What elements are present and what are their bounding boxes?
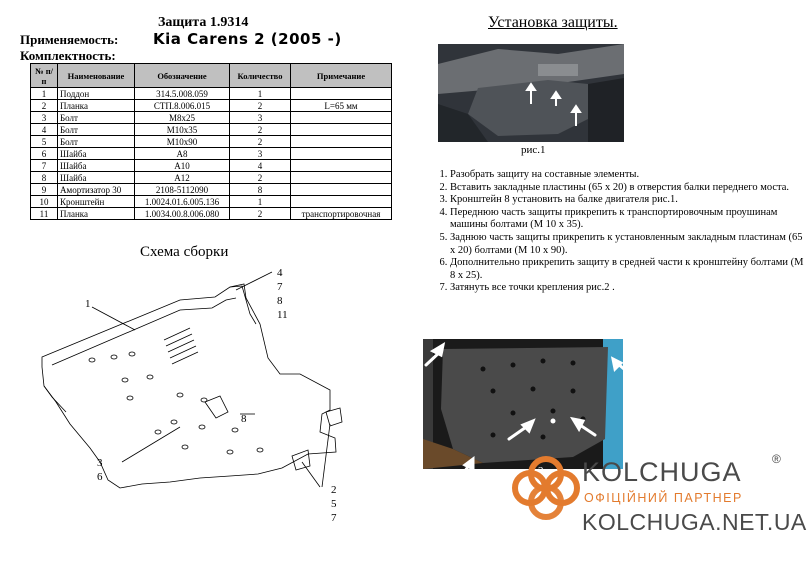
- header-qty: Количество: [230, 64, 291, 88]
- cell-qty: 2: [230, 136, 291, 148]
- header-name: Наименование: [58, 64, 135, 88]
- table-row: [31, 112, 392, 124]
- middle-bracket: [205, 396, 228, 418]
- callout-3: 3: [97, 457, 103, 469]
- cell-qty: 2: [230, 100, 291, 112]
- header-note: Примечание: [291, 64, 392, 88]
- cell-qty: 2: [230, 124, 291, 136]
- cell-name: Болт: [58, 136, 135, 148]
- logo-registered-mark: ®: [772, 452, 781, 466]
- callout-4: 4: [277, 267, 283, 279]
- cell-no: 4: [31, 124, 58, 136]
- table-row: [31, 196, 392, 208]
- table-row: [31, 124, 392, 136]
- parts-table-body: [31, 88, 392, 220]
- cell-code: А10: [135, 160, 230, 172]
- cell-name: Болт: [58, 124, 135, 136]
- cell-code: 1.0024.01.6.005.136: [135, 196, 230, 208]
- table-row: [31, 208, 392, 220]
- cell-name: Шайба: [58, 148, 135, 160]
- cell-code: М8х25: [135, 112, 230, 124]
- cell-no: 8: [31, 172, 58, 184]
- photo-2-label: 2: [538, 465, 544, 477]
- cell-note: [291, 136, 392, 148]
- step-item: 3. Кронштейн 8 установить на балке двигателя рис.1.: [450, 194, 810, 207]
- header-no: № п/п: [31, 64, 58, 88]
- callout-1: 1: [85, 298, 91, 310]
- cell-no: 5: [31, 136, 58, 148]
- table-header-row: [31, 64, 392, 88]
- cell-name: Болт: [58, 112, 135, 124]
- step-item: 2. Вставить закладные пластины (65 х 20) в отверстия балки переднего моста.: [450, 182, 810, 195]
- cell-note: [291, 148, 392, 160]
- table-row: [31, 88, 392, 100]
- applicability-value: Kia Carens 2 (2005 -): [153, 30, 342, 48]
- cell-note: транспортировочная: [291, 208, 392, 220]
- cell-qty: 2: [230, 172, 291, 184]
- table-row: [31, 136, 392, 148]
- callout-8: 8: [241, 413, 247, 425]
- cell-qty: 4: [230, 160, 291, 172]
- step-item: 5. Заднюю часть защиты прикрепить к установленным закладным пластинам (65 х 20) болтами (М 10 х 90).: [450, 232, 810, 257]
- callout-7a: 7: [277, 281, 283, 293]
- cell-qty: 1: [230, 196, 291, 208]
- cell-qty: 8: [230, 184, 291, 196]
- vent-slots: [164, 328, 198, 364]
- step-item: 7. Затянуть все точки крепления рис.2 .: [450, 282, 810, 295]
- plate-front-edge: [52, 298, 236, 365]
- cell-note: [291, 88, 392, 100]
- kolchuga-logo-icon: [508, 448, 584, 522]
- leader-left: [122, 427, 180, 462]
- cell-note: [291, 112, 392, 124]
- mount-holes: [89, 352, 263, 454]
- installation-title: Установка защиты.: [488, 14, 618, 31]
- rear-bracket-2: [292, 450, 310, 470]
- cell-name: Планка: [58, 100, 135, 112]
- cell-qty: 2: [230, 208, 291, 220]
- cell-name: Шайба: [58, 172, 135, 184]
- cell-code: А8: [135, 148, 230, 160]
- callout-11: 11: [277, 309, 288, 321]
- kit-label: Комплектность:: [20, 48, 116, 63]
- callout-5: 5: [331, 498, 337, 510]
- cell-no: 2: [31, 100, 58, 112]
- callout-8a: 8: [277, 295, 283, 307]
- cell-no: 10: [31, 196, 58, 208]
- logo-partner-tagline: ОФІЦІЙНИЙ ПАРТНЕР: [584, 491, 743, 505]
- callout-6: 6: [97, 471, 103, 483]
- cell-no: 9: [31, 184, 58, 196]
- leader-bottom-a: [302, 462, 320, 487]
- cell-name: Шайба: [58, 160, 135, 172]
- cell-note: [291, 160, 392, 172]
- cell-note: L=65 мм: [291, 100, 392, 112]
- cell-code: М10х90: [135, 136, 230, 148]
- cell-name: Кронштейн: [58, 196, 135, 208]
- step-item: 4. Переднюю часть защиты прикрепить к транспортировочным проушинам машины болтами (М 10 х 35).: [450, 207, 810, 232]
- cell-code: СТП.8.006.015: [135, 100, 230, 112]
- cell-note: [291, 196, 392, 208]
- document-title: Защита 1.9314: [158, 15, 249, 30]
- table-row: [31, 100, 392, 112]
- cell-qty: 1: [230, 88, 291, 100]
- cell-no: 7: [31, 160, 58, 172]
- cell-code: 2108-5112090: [135, 184, 230, 196]
- table-row: [31, 172, 392, 184]
- step-item: 6. Дополнительно прикрепить защиту в средней части к кронштейну болтами (М 8 х 25).: [450, 257, 810, 282]
- bracket-top: [230, 286, 256, 324]
- callout-7b: 7: [331, 512, 337, 524]
- leader-1: [92, 307, 135, 330]
- cell-note: [291, 184, 392, 196]
- cell-name: Планка: [58, 208, 135, 220]
- logo-brand: KOLCHUGA: [582, 457, 742, 487]
- assembly-diagram: [30, 262, 370, 552]
- cell-name: Поддон: [58, 88, 135, 100]
- logo-website: KOLCHUGA.NET.UA: [582, 509, 807, 535]
- cell-code: А12: [135, 172, 230, 184]
- cell-no: 6: [31, 148, 58, 160]
- cell-code: М10х35: [135, 124, 230, 136]
- step-item: 1. Разобрать защиту на составные элементы.: [450, 169, 810, 182]
- cell-note: [291, 172, 392, 184]
- header-code: Обозначение: [135, 64, 230, 88]
- table-row: [31, 184, 392, 196]
- cell-qty: 3: [230, 148, 291, 160]
- cell-qty: 3: [230, 112, 291, 124]
- installation-steps: [430, 169, 810, 295]
- cell-no: 11: [31, 208, 58, 220]
- parts-table: [30, 63, 392, 220]
- cell-code: 314.5.008.059: [135, 88, 230, 100]
- applicability-label: Применяемость:: [20, 32, 119, 47]
- cell-code: 1.0034.00.8.006.080: [135, 208, 230, 220]
- engine-bay-photo: [438, 44, 624, 142]
- cell-note: [291, 124, 392, 136]
- cell-name: Амортизатор 30: [58, 184, 135, 196]
- skid-plate-outline: [42, 284, 336, 488]
- install-photo-1: [438, 44, 624, 142]
- cell-no: 1: [31, 88, 58, 100]
- photo-1-caption: рис.1: [521, 144, 546, 156]
- table-row: [31, 148, 392, 160]
- scheme-title: Схема сборки: [140, 244, 229, 260]
- leader-top: [236, 272, 272, 290]
- callout-2: 2: [331, 484, 337, 496]
- table-row: [31, 160, 392, 172]
- plate-side-fold: [44, 386, 66, 412]
- cell-no: 3: [31, 112, 58, 124]
